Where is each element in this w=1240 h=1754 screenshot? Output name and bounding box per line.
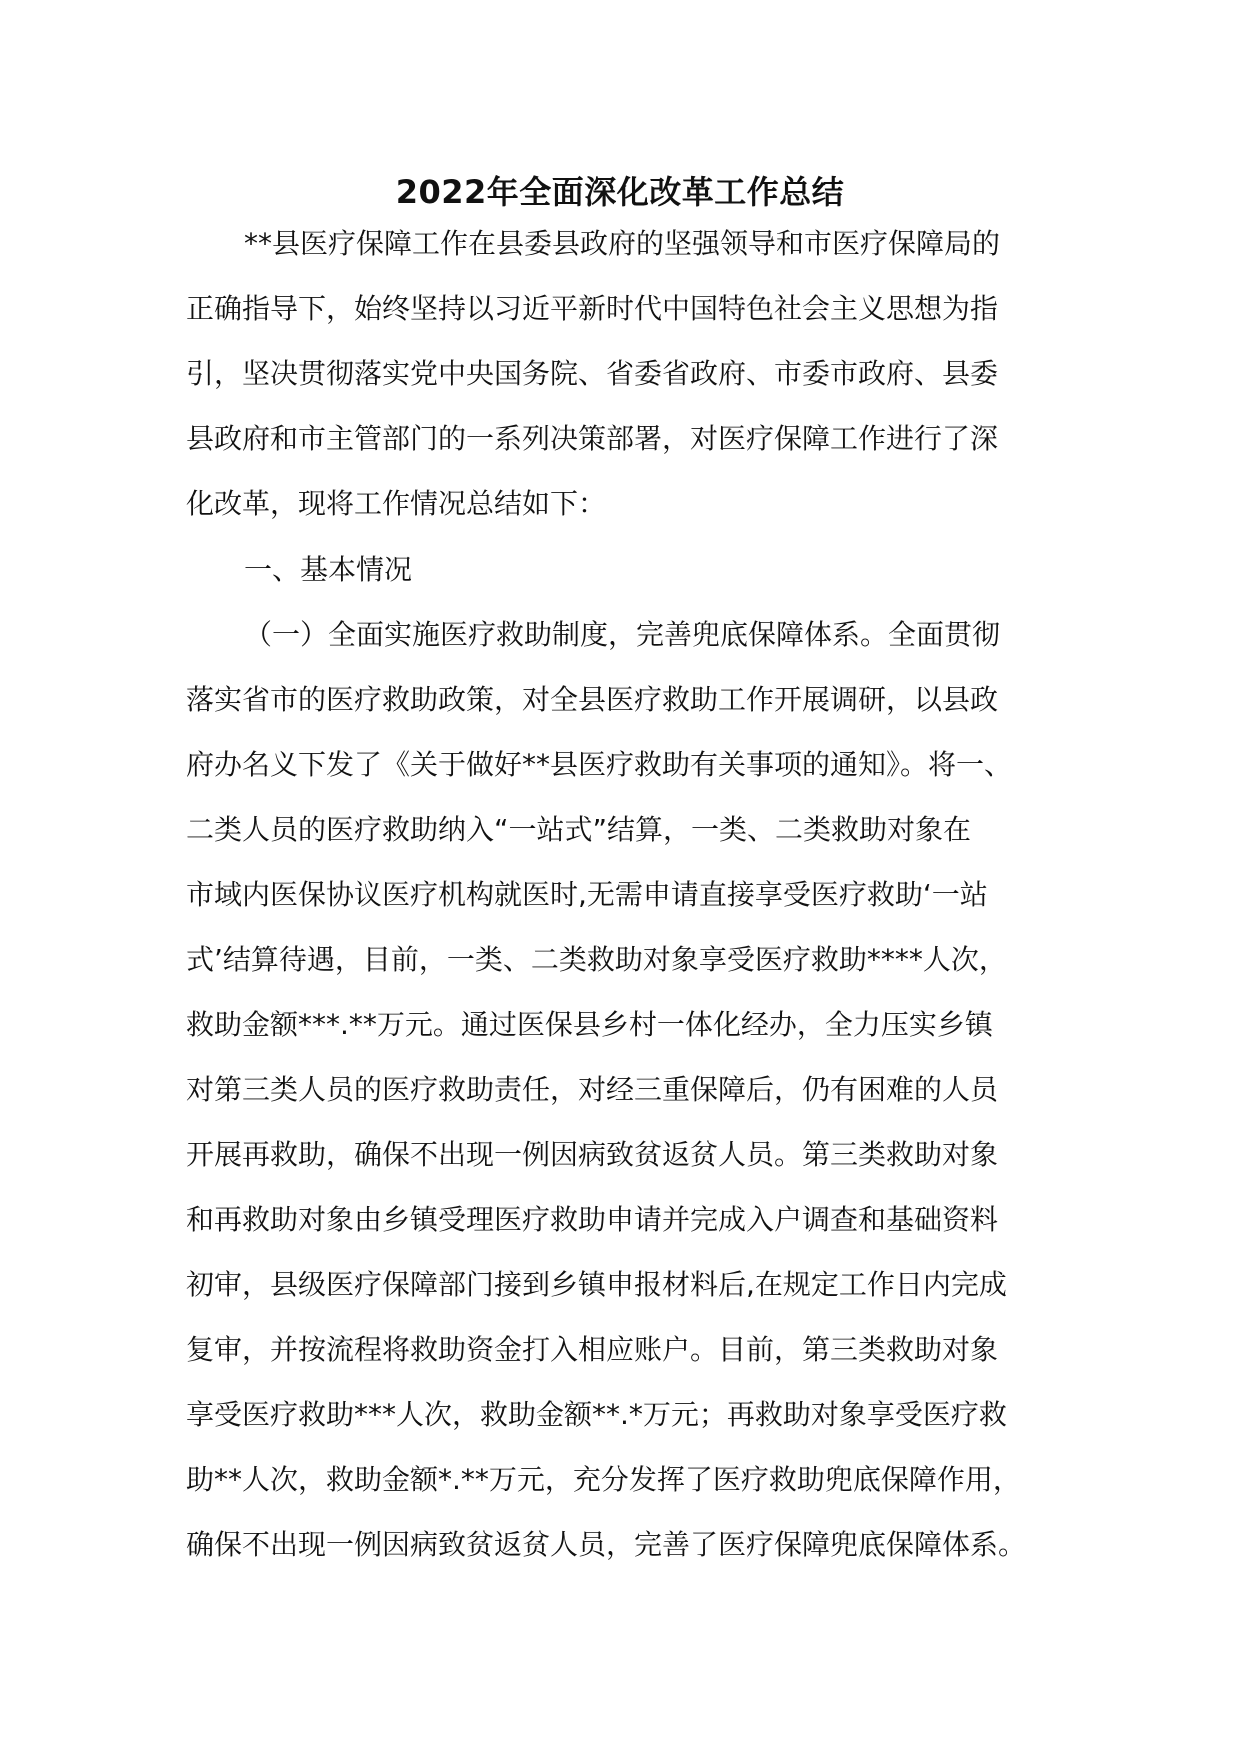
paragraph-line: 县政府和市主管部门的一系列决策部署，对医疗保障工作进行了深: [186, 422, 999, 455]
intro-paragraph: [186, 211, 1066, 536]
paragraph-line: 式’结算待遇，目前，一类、二类救助对象享受医疗救助****人次，: [186, 943, 1007, 976]
paragraph-line: 救助金额***.**万元。通过医保县乡村一体化经办，全力压实乡镇: [186, 1008, 993, 1041]
paragraph-line: 对第三类人员的医疗救助责任，对经三重保障后，仍有困难的人员: [186, 1073, 999, 1106]
paragraph-line: 市域内医保协议医疗机构就医时,无需申请直接享受医疗救助‘一站: [186, 878, 988, 911]
paragraph-line: 落实省市的医疗救助政策，对全县医疗救助工作开展调研，以县政: [186, 683, 999, 716]
paragraph-line: 化改革，现将工作情况总结如下：: [186, 487, 607, 520]
paragraph-line: 助**人次，救助金额*.**万元，充分发挥了医疗救助兜底保障作用，: [186, 1463, 1021, 1496]
paragraph-line: 享受医疗救助***人次，救助金额**.*万元；再救助对象享受医疗救: [186, 1398, 1007, 1431]
paragraph-line: 和再救助对象由乡镇受理医疗救助申请并完成入户调查和基础资料: [186, 1203, 999, 1236]
section-heading-block: [186, 537, 1066, 602]
paragraph-line: 初审，县级医疗保障部门接到乡镇申报材料后,在规定工作日内完成: [186, 1268, 1007, 1301]
paragraph-line: 府办名义下发了《关于做好**县医疗救助有关事项的通知》。将一、: [186, 748, 1013, 781]
paragraph-line: 复审，并按流程将救助资金打入相应账户。目前，第三类救助对象: [186, 1333, 999, 1366]
paragraph-line: 二类人员的医疗救助纳入“一站式”结算，一类、二类救助对象在: [186, 813, 972, 846]
document-title: 2022年全面深化改革工作总结: [395, 173, 845, 211]
paragraph-line: 开展再救助，确保不出现一例因病致贫返贫人员。第三类救助对象: [186, 1138, 999, 1171]
section-heading: 一、基本情况: [244, 553, 413, 586]
paragraph-line: **县医疗保障工作在县委县政府的坚强领导和市医疗保障局的: [244, 227, 1001, 260]
paragraph-line: 确保不出现一例因病致贫返贫人员，完善了医疗保障兜底保障体系。: [186, 1528, 1027, 1561]
paragraph-line: 正确指导下，始终坚持以习近平新时代中国特色社会主义思想为指: [186, 292, 999, 325]
section-paragraph: [186, 602, 1066, 1577]
paragraph-line: 引，坚决贯彻落实党中央国务院、省委省政府、市委市政府、县委: [186, 357, 999, 390]
paragraph-line: （一）全面实施医疗救助制度，完善兜底保障体系。全面贯彻: [244, 618, 1001, 651]
